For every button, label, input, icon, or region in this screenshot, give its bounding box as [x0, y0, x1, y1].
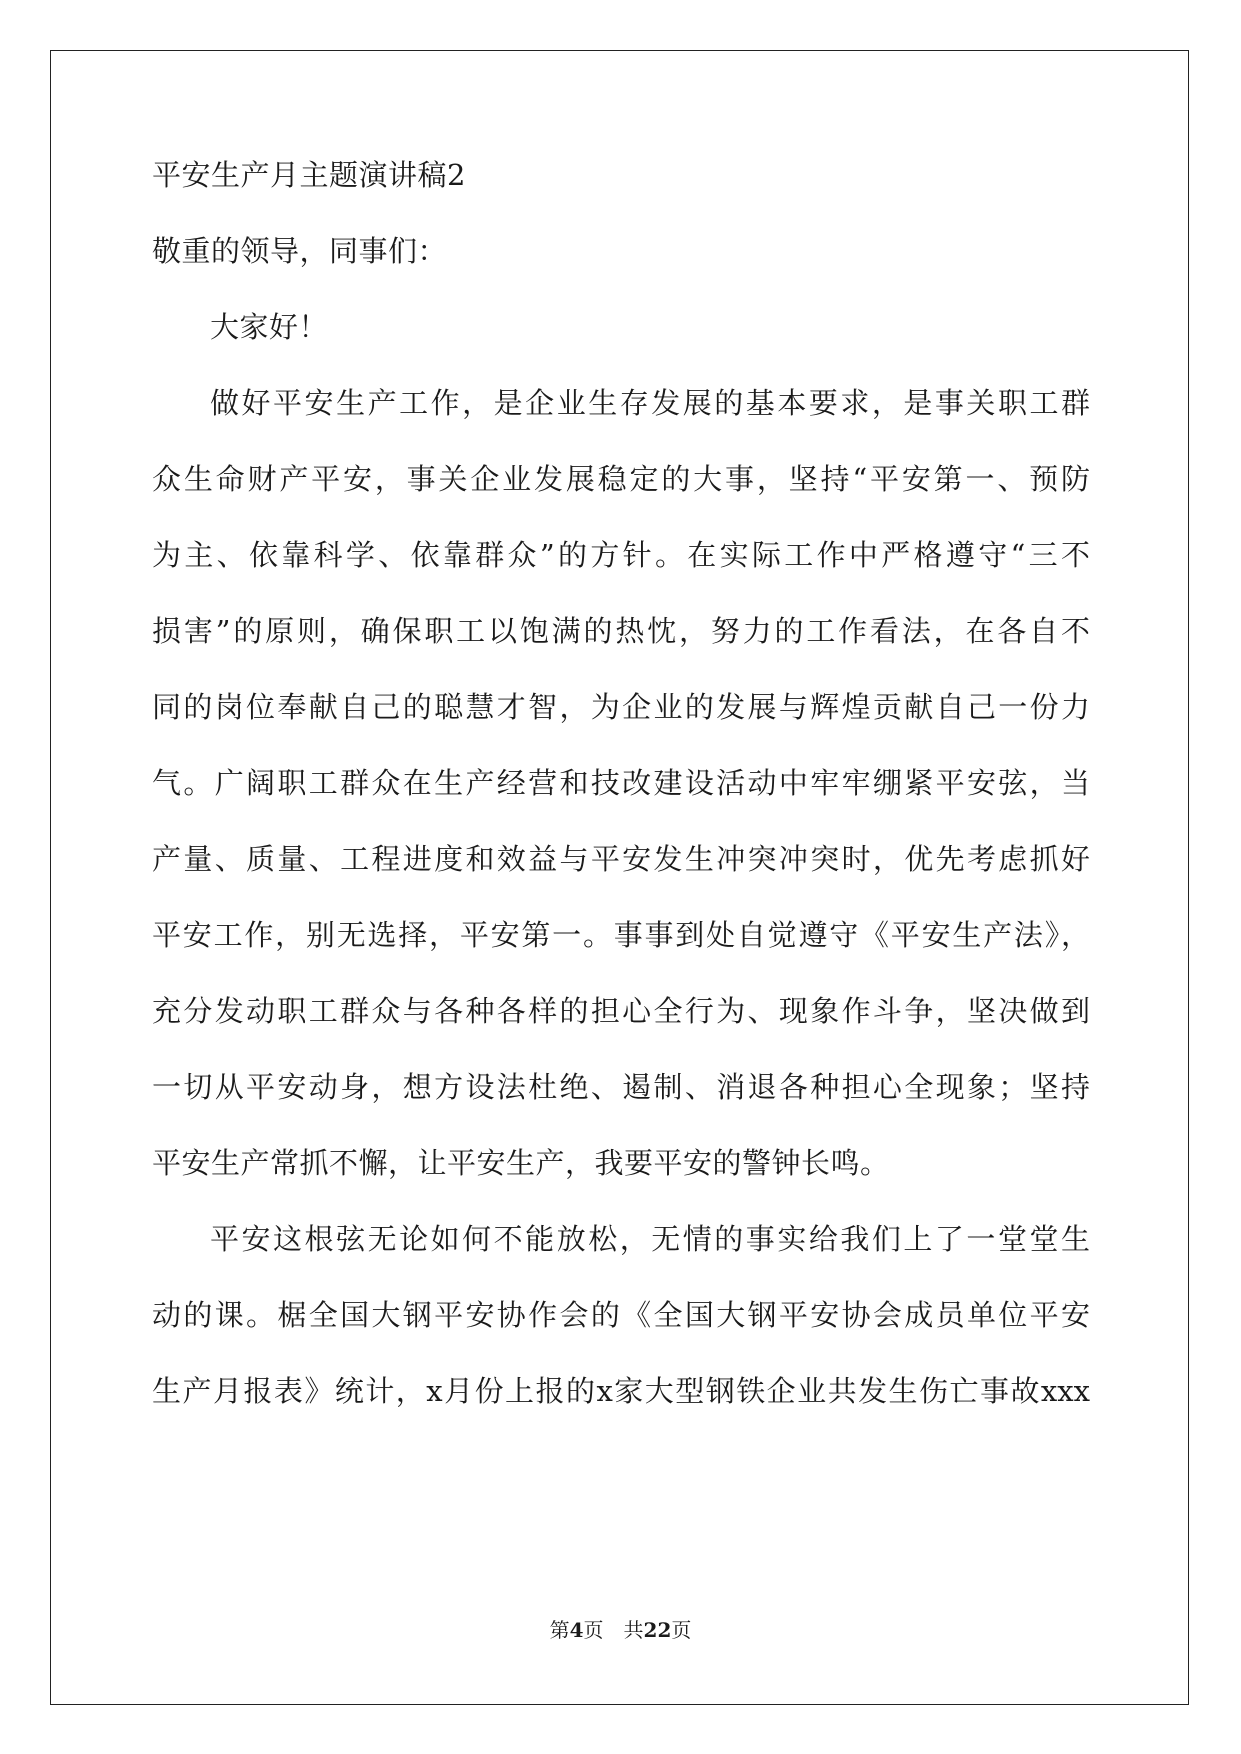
body-line: 动的课。椐全国大钢平安协作会的《全国大钢平安协会成员单位平安: [152, 1298, 1090, 1332]
body-line: 做好平安生产工作，是企业生存发展的基本要求，是事关职工群: [210, 386, 1090, 420]
greeting: 大家好！: [210, 310, 329, 344]
page-border: [50, 50, 1189, 1705]
body-line: 同的岗位奉献自己的聪慧才智，为企业的发展与辉煌贡献自己一份力: [152, 690, 1090, 724]
document-title: 平安生产月主题演讲稿2: [152, 158, 466, 192]
body-line: 为主、依靠科学、依靠群众”的方针。在实际工作中严格遵守“三不: [152, 538, 1090, 572]
body-line: 平安这根弦无论如何不能放松，无情的事实给我们上了一堂堂生: [210, 1222, 1090, 1256]
total-pages-number: 22: [643, 1618, 672, 1642]
salutation: 敬重的领导，同事们：: [152, 234, 448, 268]
footer-suffix: 页: [671, 1618, 692, 1642]
body-line: 损害”的原则，确保职工以饱满的热忱，努力的工作看法，在各自不: [152, 614, 1090, 648]
body-line: 充分发动职工群众与各种各样的担心全行为、现象作斗争，坚决做到: [152, 994, 1090, 1028]
body-line: 众生命财产平安，事关企业发展稳定的大事，坚持“平安第一、预防: [152, 462, 1090, 496]
current-page-number: 4: [569, 1618, 584, 1642]
page-footer: [0, 1618, 1241, 1642]
footer-prefix: 第: [549, 1618, 570, 1642]
body-line: 生产月报表》统计，x月份上报的x家大型钢铁企业共发生伤亡事故xxx: [152, 1374, 1090, 1408]
body-line: 气。广阔职工群众在生产经营和技改建设活动中牢牢绷紧平安弦，当: [152, 766, 1090, 800]
body-line: 平安工作，别无选择，平安第一。事事到处自觉遵守《平安生产法》，: [152, 918, 1090, 952]
body-line: 产量、质量、工程进度和效益与平安发生冲突冲突时，优先考虑抓好: [152, 842, 1090, 876]
body-line: 平安生产常抓不懈，让平安生产，我要平安的警钟长鸣。: [152, 1146, 890, 1180]
body-line: 一切从平安动身，想方设法杜绝、遏制、消退各种担心全现象；坚持: [152, 1070, 1090, 1104]
footer-mid: 页 共: [583, 1618, 644, 1642]
